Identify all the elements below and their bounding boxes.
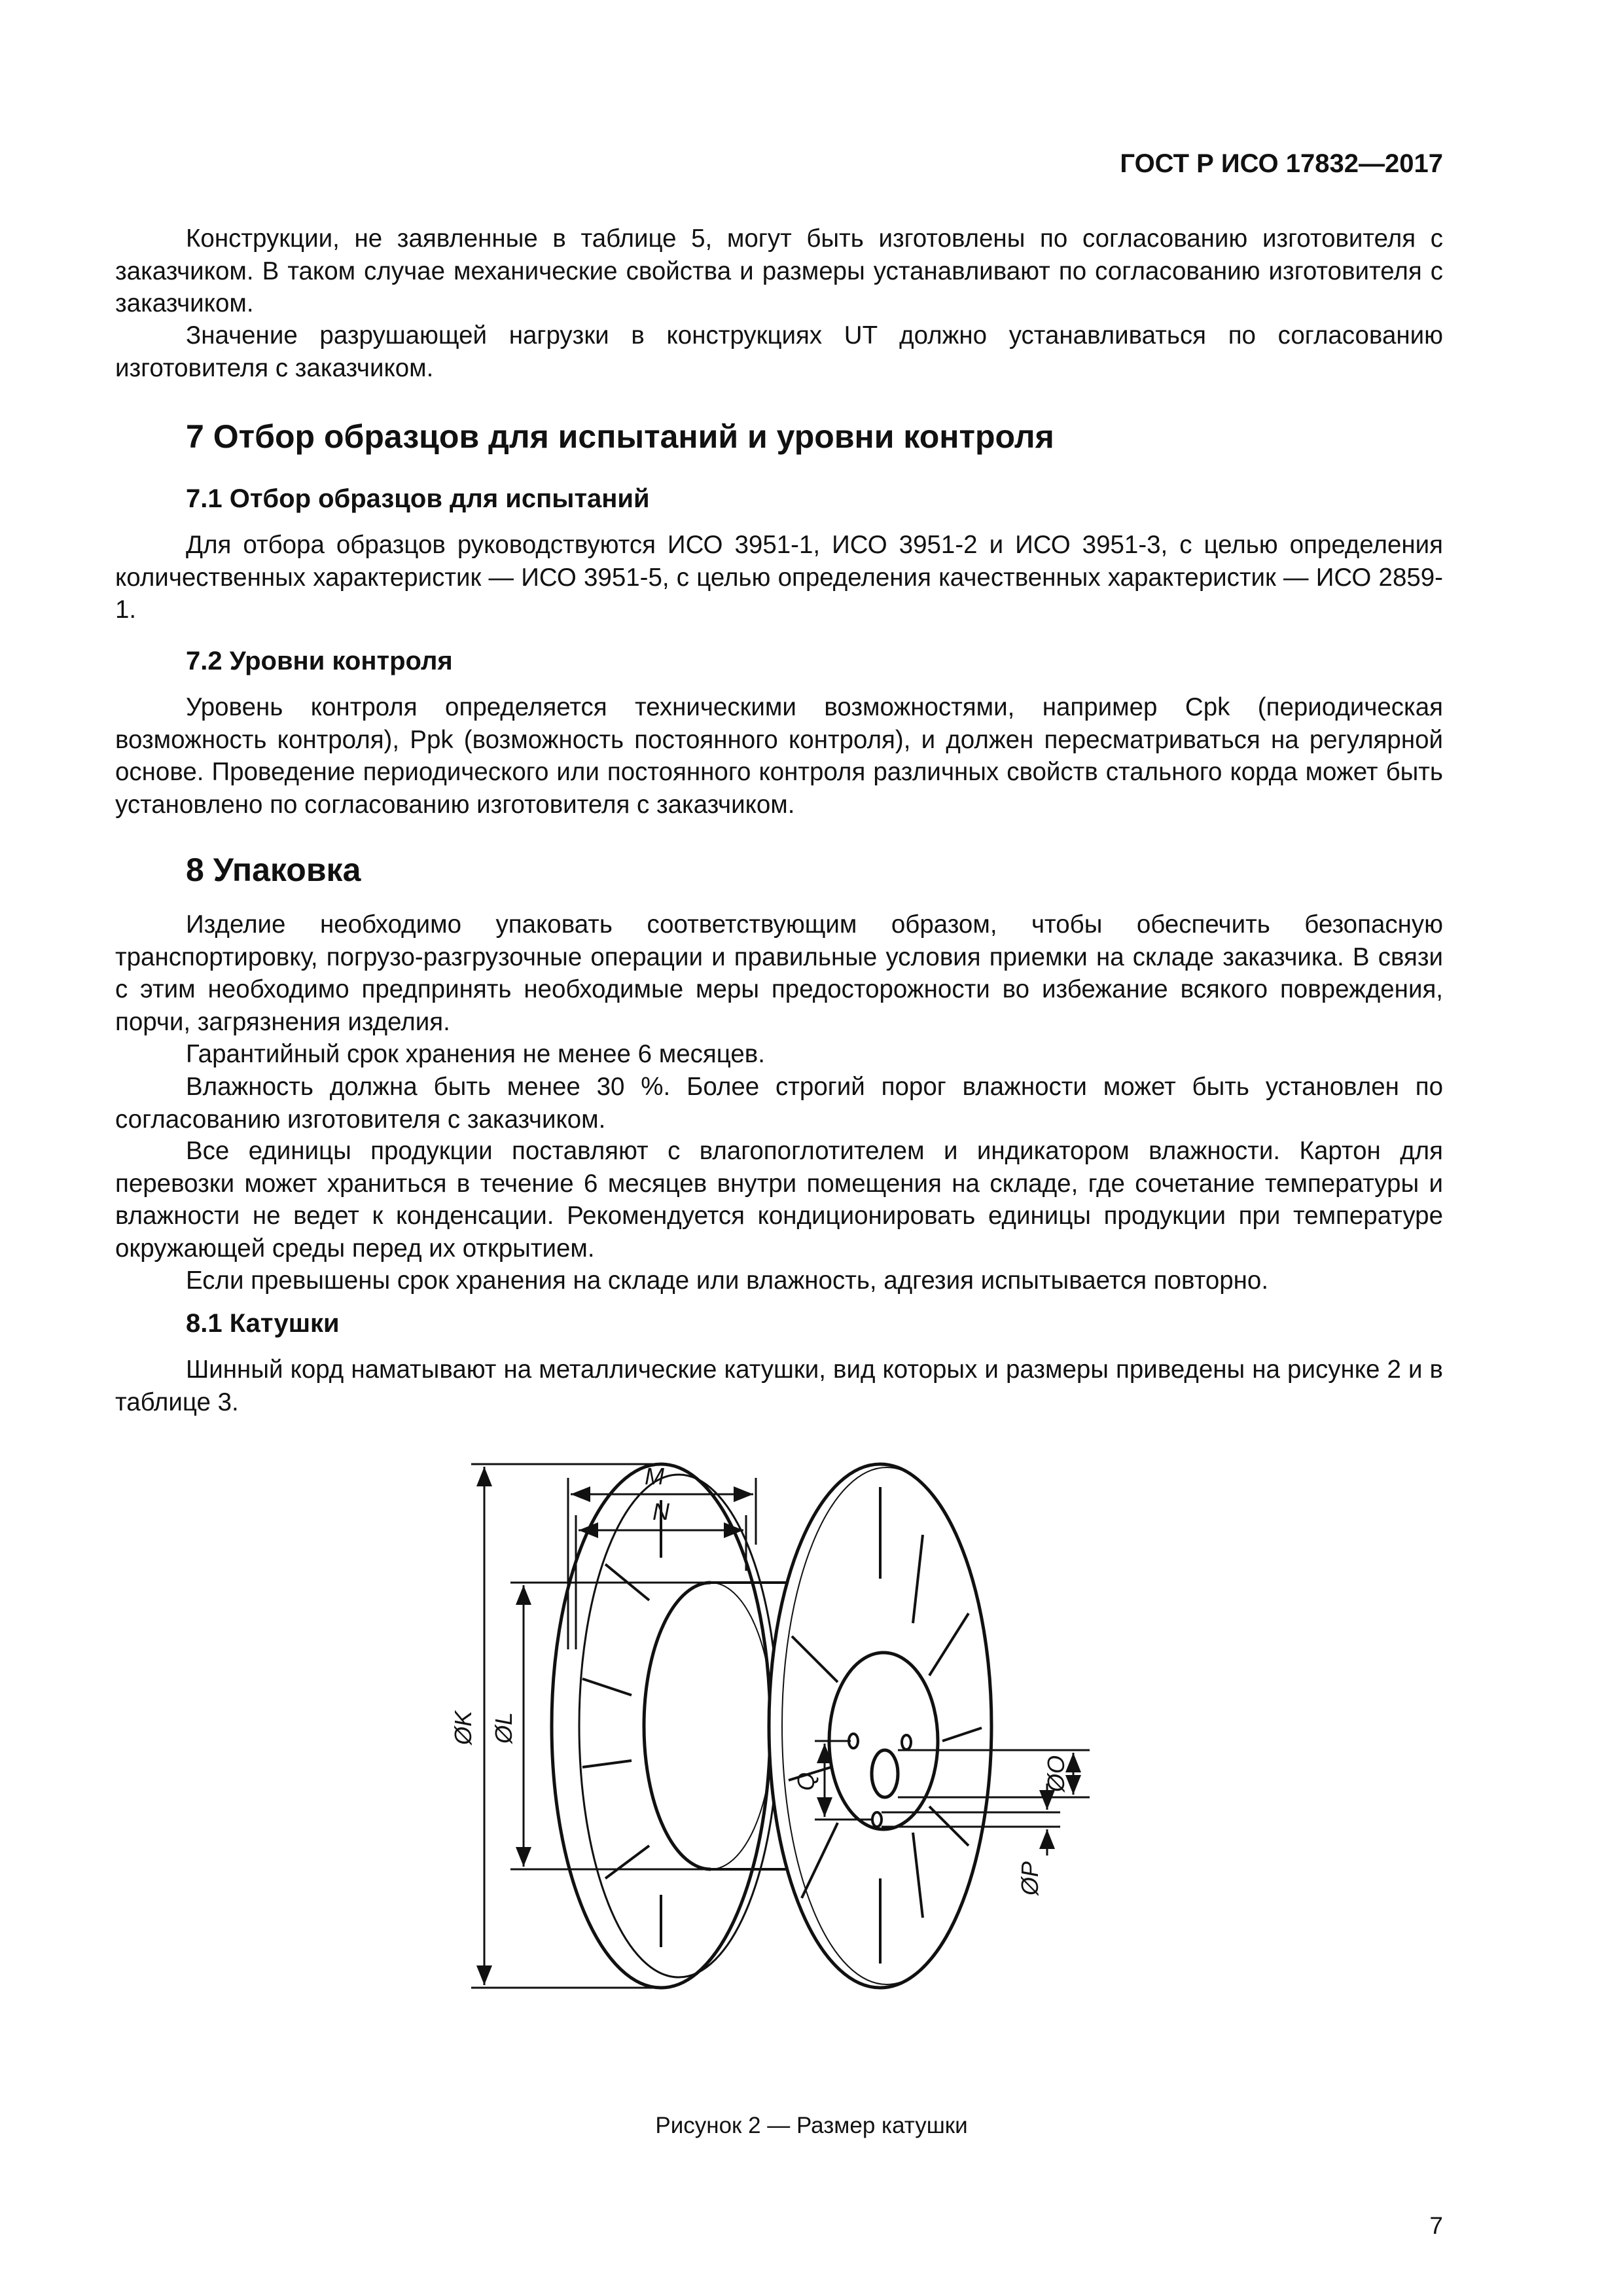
label-o: ØO: [1043, 1755, 1069, 1793]
section-8-paragraph-5: Если превышены срок хранения на складе или влажность, адгезия испытывается повторно.: [186, 1266, 1269, 1295]
section-8-1-text: Шинный корд наматывают на металлические катушки, вид которых и размеры приведены на рисунке 2 и в таблице 3.: [115, 1355, 1443, 1416]
reel-front-flange: [769, 1464, 991, 1988]
section-7-heading: 7 Отбор образцов для испытаний и уровни контроля: [186, 418, 1054, 455]
intro-paragraph-2: Значение разрушающей нагрузки в конструкциях UT должно устанавливаться по согласованию изготовителя с заказчиком.: [115, 321, 1443, 382]
section-8-paragraph-3: Влажность должна быть менее 30 %. Более строгий порог влажности может быть установлен по согласованию изготовителя с заказчиком.: [115, 1073, 1443, 1134]
section-8-paragraph-4: Все единицы продукции поставляют с влагопоглотителем и индикатором влажности. Картон для перевозки может храниться в течение 6 месяцев внутри помещения на складе, где сочетание температуры и влажности не ведет к конденсации. Рекомендуется кондиционировать единицы продукции при температуре окружающей среды перед их открытием.: [115, 1137, 1443, 1263]
section-7-1-text: Для отбора образцов руководствуются ИСО 3951-1, ИСО 3951-2 и ИСО 3951-3, с целью определения количественных характеристик — ИСО 3951-5, с целью определения качественных характеристик — ИСО 2859-1.: [115, 531, 1443, 624]
reel-back-flange: [552, 1464, 778, 1988]
label-q: Q: [793, 1772, 819, 1791]
figure-caption: Рисунок 2 — Размер катушки: [655, 2113, 968, 2138]
section-8-paragraph-1: Изделие необходимо упаковать соответствующим образом, чтобы обеспечить безопасную транспортировку, погрузо-разгрузочные операции и правильные условия приемки на складе заказчика. В связи с этим необходимо предпринять необходимые меры предосторожности во избежание всякого повреждения, порчи, загрязнения изделия.: [115, 910, 1443, 1036]
label-l: ØL: [490, 1712, 517, 1744]
dimension-l: [510, 1583, 711, 1869]
label-p: ØP: [1016, 1861, 1043, 1896]
section-8-heading: 8 Упаковка: [186, 852, 361, 888]
section-7-1-heading: 7.1 Отбор образцов для испытаний: [186, 484, 650, 513]
section-8-paragraph-2: Гарантийный срок хранения не менее 6 месяцев.: [186, 1040, 765, 1068]
label-n: N: [652, 1498, 669, 1525]
intro-paragraph-1: Конструкции, не заявленные в таблице 5, могут быть изготовлены по согласованию изготовителя с заказчиком. В таком случае механические свойства и размеры устанавливают по согласованию изготовителя с заказчиком.: [115, 224, 1443, 317]
label-m: M: [645, 1463, 664, 1490]
section-8-1-heading: 8.1 Катушки: [186, 1309, 340, 1338]
label-k: ØK: [450, 1710, 476, 1746]
page-number: 7: [1429, 2212, 1443, 2239]
section-7-2-text: Уровень контроля определяется техническими возможностями, например Cpk (периодическая возможность контроля), Ppk (возможность постоянного контроля), и должен пересматриваться на регулярной основе. Проведение периодического или постоянного контроля различных свойств стального корда может быть установлено по согласованию изготовителя с заказчиком.: [115, 693, 1443, 819]
section-7-2-heading: 7.2 Уровни контроля: [186, 647, 453, 675]
document-header-standard: ГОСТ Р ИСО 17832—2017: [1120, 149, 1443, 178]
